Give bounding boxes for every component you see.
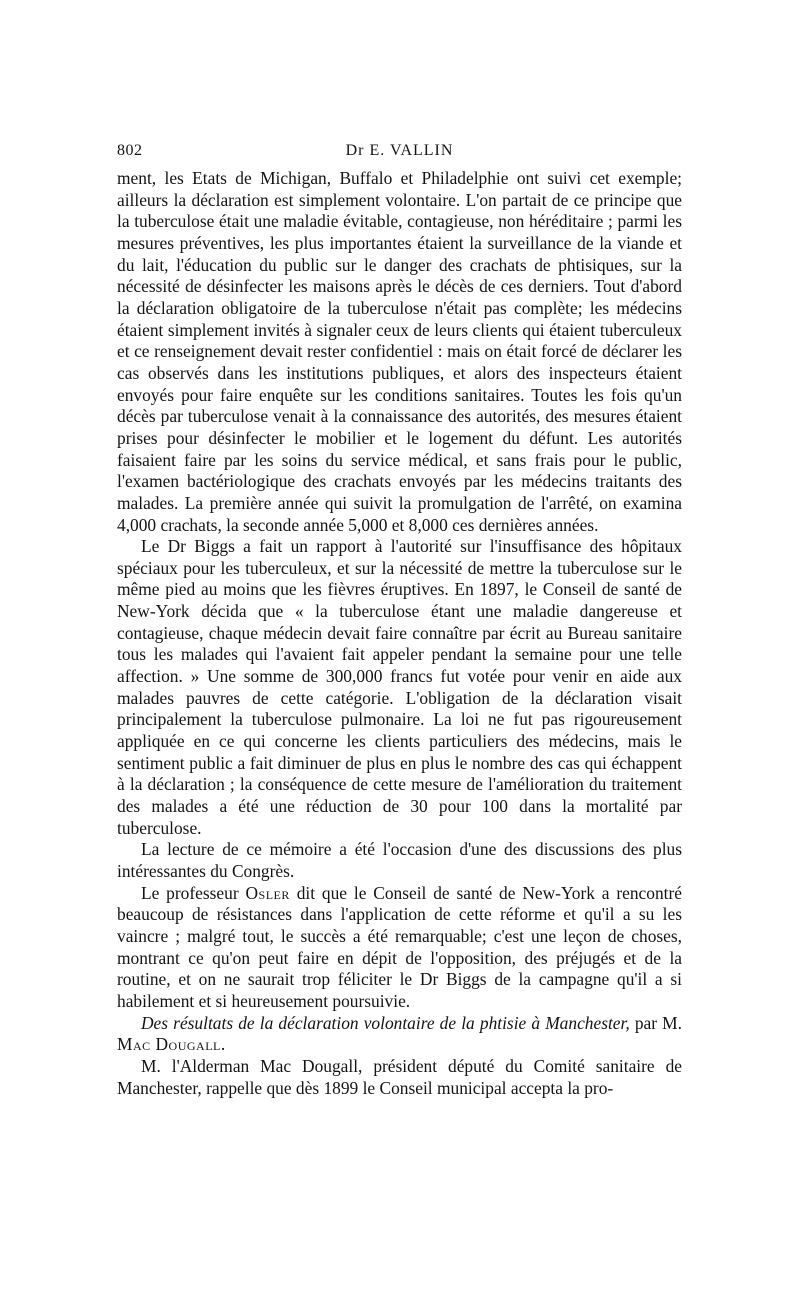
section-heading bbox=[117, 1013, 682, 1056]
running-head: Dr E. VALLIN bbox=[345, 142, 454, 159]
paragraph-osler bbox=[117, 883, 682, 1013]
osler-name: Osler bbox=[245, 882, 290, 903]
paragraph-biggs-report: Le Dr Biggs a fait un rapport à l'autorité sur l'insuffisance des hôpitaux spéciaux pour les tuberculeux, et sur la nécessité de mettre la tuberculose sur le même pied au moins que les fièvres éruptives. En 1897, le Conseil de santé de New-York décida que « la tuberculose étant une maladie dangereuse et contagieuse, chaque médecin devait faire connaître par écrit au Bureau sanitaire tous les malades qui l'avaient fait appeler pendant la semaine pour une telle affection. » Une somme de 300,000 francs fut votée pour venir en aide aux malades pauvres de cette catégorie. L'obligation de la déclaration visait principalement la tuberculose pulmonaire. La loi ne fut pas rigoureusement appliquée en ce qui concerne les clients particuliers des médecins, mais le sentiment public a fait diminuer de plus en plus le nombre des cas qui échappent à la déclaration ; la conséquence de cette mesure de l'amélioration du traitement des malades a été une réduction de 30 pour 100 dans la mortalité par tuberculose. bbox=[117, 536, 682, 838]
paragraph-state-measures: ment, les Etats de Michigan, Buffalo et Philadelphie ont suivi cet exemple; ailleurs la déclaration est simplement volontaire. L'on partait de ce principe que la tuberculose était une maladie évitable, contagieuse, non héréditaire ; parmi les mesures préventives, les plus importantes étaient la surveillance de la viande et du lait, l'éducation du public sur le danger des crachats de phtisiques, sur la nécessité de désinfecter les maisons après le décès de ces derniers. Tout d'abord la déclaration obligatoire de la tuberculose n'était pas complète; les médecins étaient simplement invités à signaler ceux de leurs clients qui étaient tuberculeux et ce renseignement devait rester confidentiel : mais on était forcé de déclarer les cas observés dans les institutions publiques, et alors des inspecteurs étaient envoyés pour faire enquête sur les conditions sanitaires. Toutes les fois qu'un décès par tuberculose venait à la connaissance des autorités, des mesures étaient prises pour désinfecter le mobilier et le logement du défunt. Les autorités faisaient faire par les soins du service médical, et sans frais pour le public, l'examen bactériologique des crachats envoyés par les médecins traitants des malades. La première année qui suivit la promulgation de l'arrêté, on examina 4,000 crachats, la seconde année 5,000 et 8,000 ces dernières années. bbox=[117, 168, 682, 535]
section-author-prefix: par M. bbox=[629, 1012, 682, 1033]
paragraph-congress-discussion: La lecture de ce mémoire a été l'occasion d'une des discussions des plus intéressantes du Congrès. bbox=[117, 839, 682, 881]
section-title: Des résultats de la déclaration volontaire de la phtisie à Manchester, bbox=[141, 1012, 630, 1033]
section-author-name: Mac Dougall bbox=[117, 1034, 221, 1055]
document-page bbox=[117, 142, 682, 1099]
paragraph-manchester: M. l'Alderman Mac Dougall, président député du Comité sanitaire de Manchester, rappelle que dès 1899 le Conseil municipal accepta la pro- bbox=[117, 1055, 682, 1098]
osler-after: dit que le Conseil de santé de New-York a rencontré beaucoup de résistances dans l'application de cette réforme et qu'il a su les vaincre ; malgré tout, le succès a été remarquable; c'est une leçon de choses, montrant ce qu'on peut faire en dépit de l'opposition, des préjugés et de la routine, et on ne saurait trop féliciter le Dr Biggs de la campagne qu'il a si habilement et si heureusement poursuivie. bbox=[117, 882, 682, 1011]
page-header bbox=[117, 142, 682, 168]
osler-before: Le professeur bbox=[141, 882, 246, 903]
page-number: 802 bbox=[117, 142, 143, 159]
section-author-suffix: . bbox=[220, 1034, 226, 1055]
